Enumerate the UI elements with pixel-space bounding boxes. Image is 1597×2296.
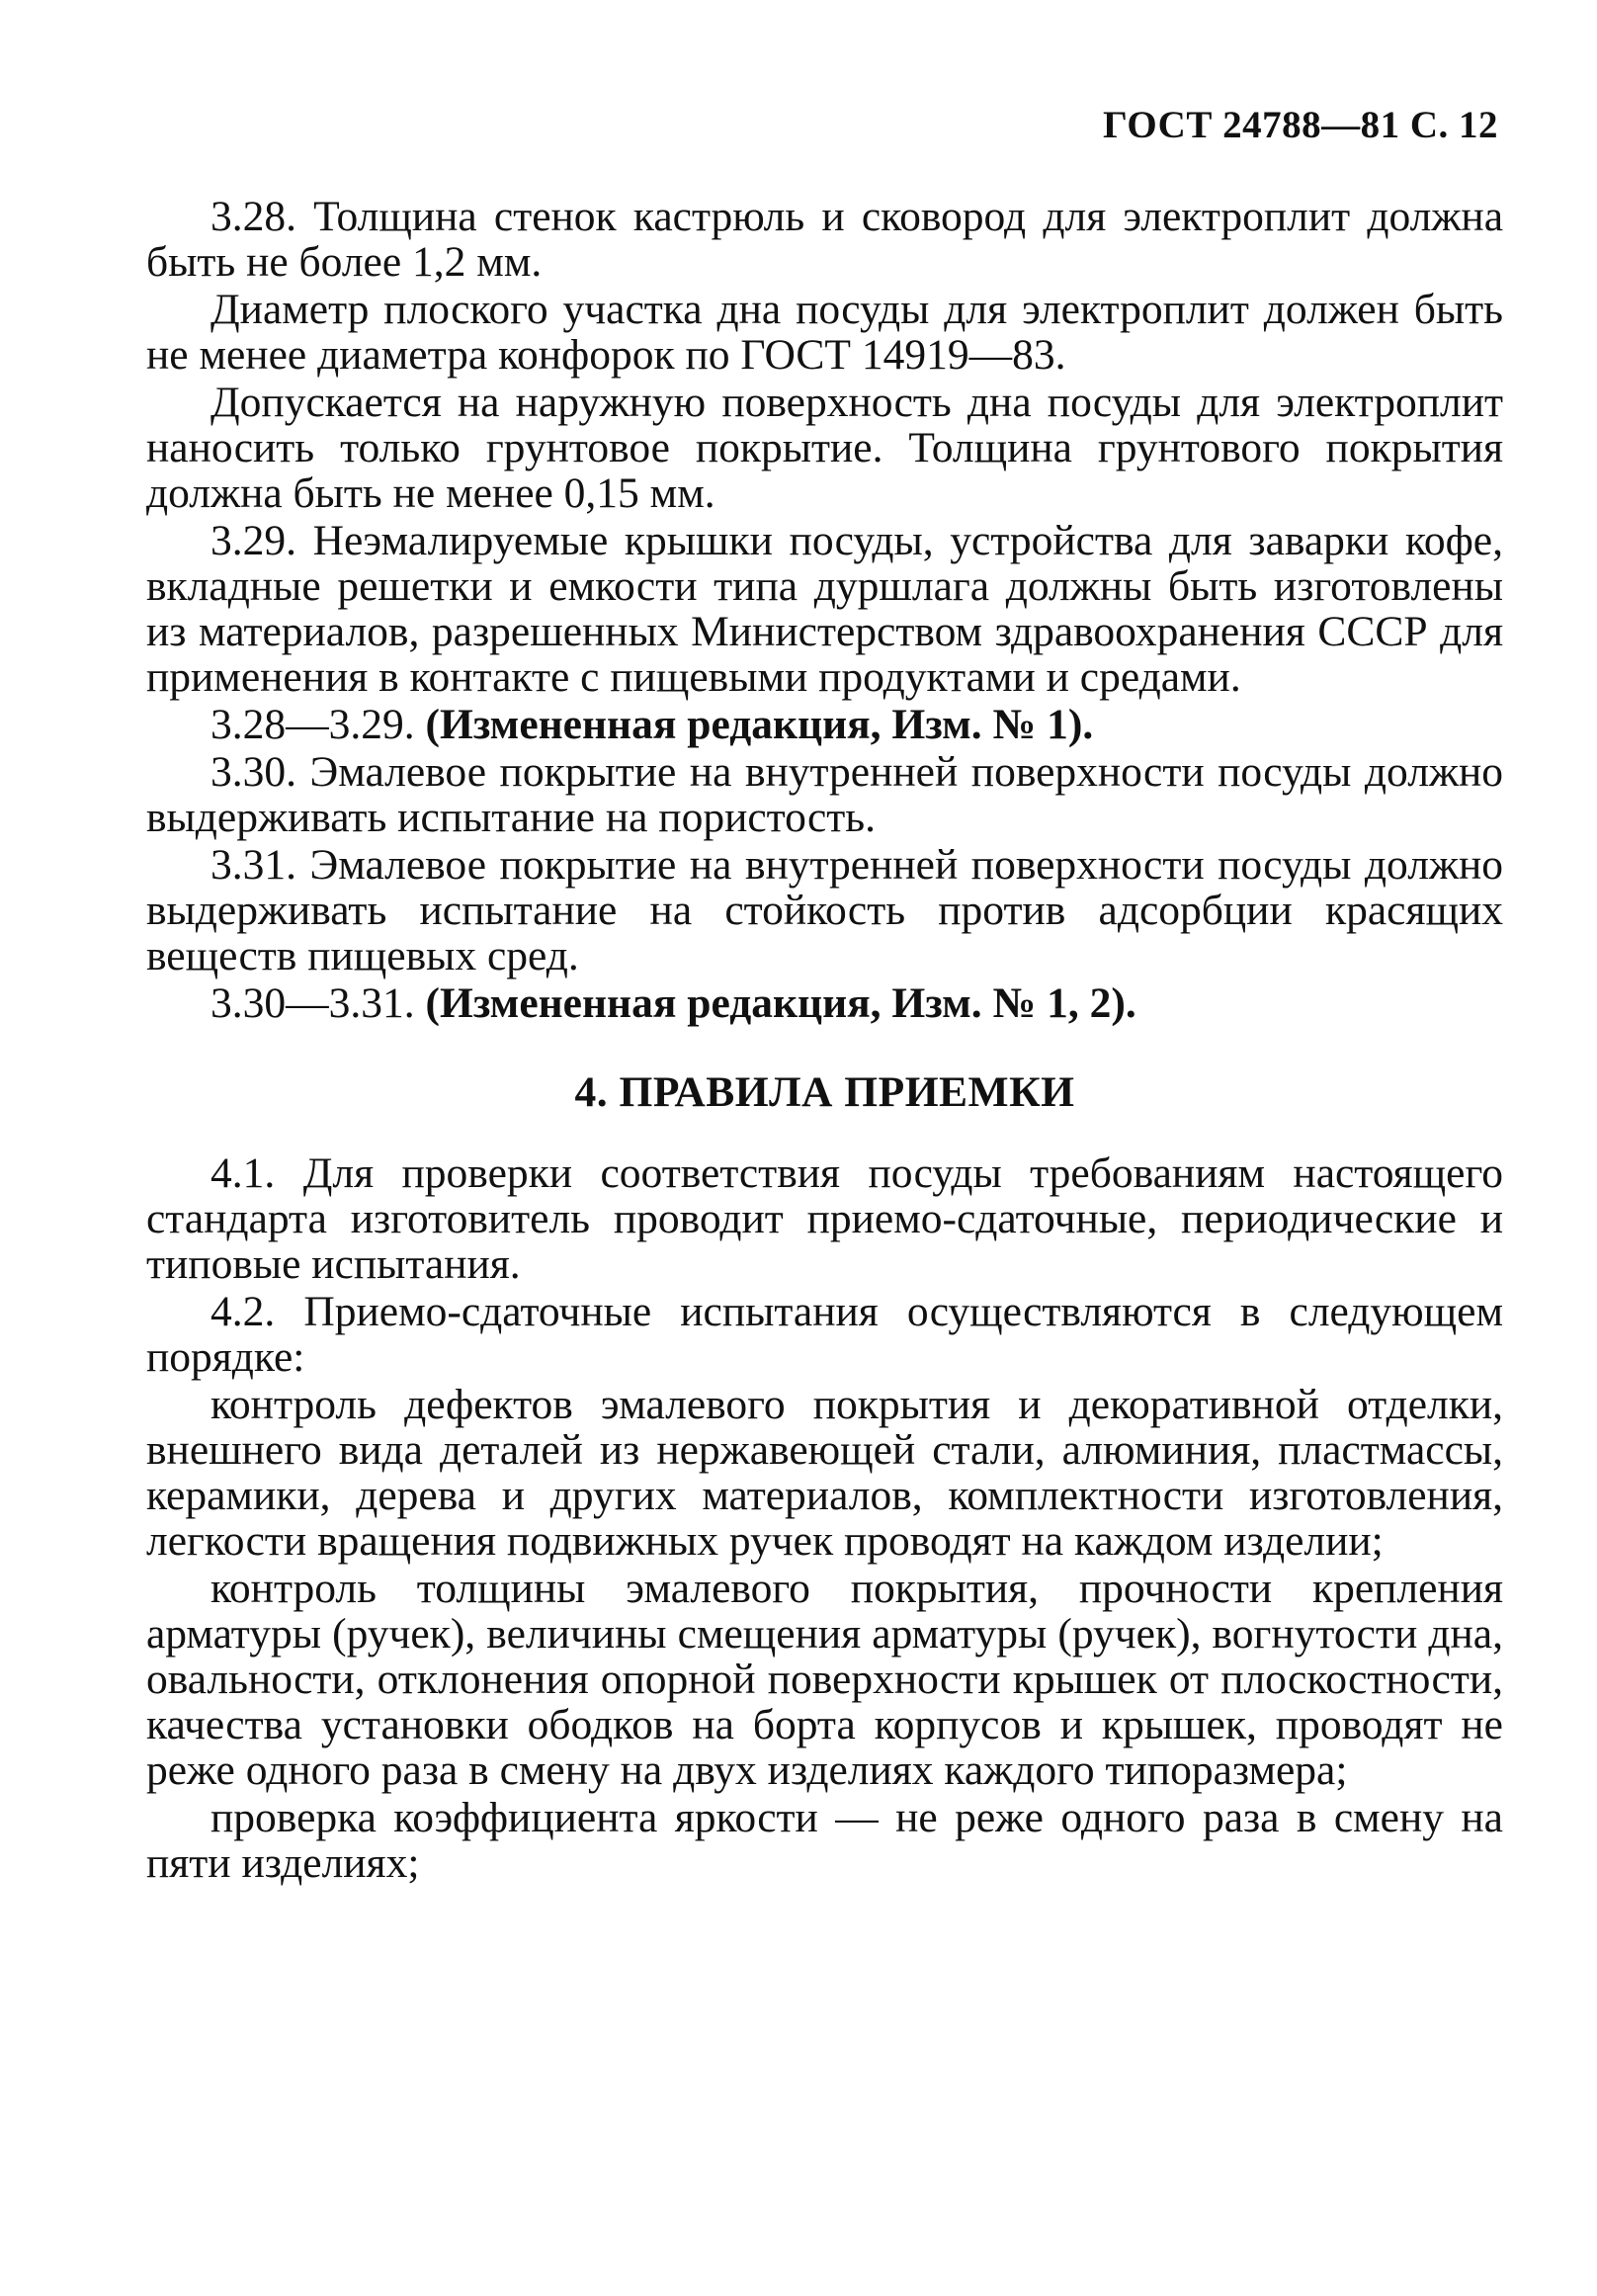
amendment-note-2-text: (Измененная редакция, Изм. № 1, 2). xyxy=(425,979,1136,1027)
paragraph-3-28: 3.28. Толщина стенок кастрюль и сковород для электроплит должна быть не более 1,2 мм. xyxy=(146,193,1503,286)
paragraph-brightness-check: проверка коэффициента яркости — не реже одного раза в смену на пяти изделиях; xyxy=(146,1794,1503,1887)
amendment-note-1 xyxy=(146,702,1503,747)
paragraph-3-31: 3.31. Эмалевое покрытие на внутренней поверхности посуды должно выдерживать испытание на стойкость против адсорбции красящих веществ пищевых сред. xyxy=(146,841,1503,979)
document-body xyxy=(146,194,1503,1888)
amendment-note-1-text: (Измененная редакция, Изм. № 1). xyxy=(425,701,1094,748)
amendment-note-2 xyxy=(146,980,1503,1026)
page-header: ГОСТ 24788—81 С. 12 xyxy=(1103,104,1498,146)
paragraph-plate-diameter: Диаметр плоского участка дна посуды для электроплит должен быть не менее диаметра конфорок по ГОСТ 14919—83. xyxy=(146,286,1503,379)
paragraph-4-2: 4.2. Приемо-сдаточные испытания осуществляются в следующем порядке: xyxy=(146,1288,1503,1381)
paragraph-thickness-control: контроль толщины эмалевого покрытия, прочности крепления арматуры (ручек), величины смещения арматуры (ручек), вогнутости дна, овальности, отклонения опорной поверхности крышек от плоскостности, качества установки ободков на борта корпусов и крышек, проводят не реже одного раза в смену на двух изделиях каждого типоразмера; xyxy=(146,1565,1503,1794)
amendment-note-2-number: 3.30—3.31. xyxy=(210,979,415,1027)
paragraph-4-1: 4.1. Для проверки соответствия посуды требованиям настоящего стандарта изготовитель проводит приемо-сдаточные, периодические и типовые испытания. xyxy=(146,1149,1503,1288)
paragraph-3-29: 3.29. Неэмалируемые крышки посуды, устройства для заварки кофе, вкладные решетки и емкости типа дуршлага должны быть изготовлены из материалов, разрешенных Министерством здравоохранения СССР для применения в контакте с пищевыми продуктами и средами. xyxy=(146,517,1503,701)
amendment-note-1-number: 3.28—3.29. xyxy=(210,701,415,748)
paragraph-enamel-defects-control: контроль дефектов эмалевого покрытия и декоративной отделки, внешнего вида деталей из нержавеющей стали, алюминия, пластмассы, керамики, дерева и других материалов, комплектности изготовления, легкости вращения подвижных ручек проводят на каждом изделии; xyxy=(146,1381,1503,1565)
paragraph-primer-coating: Допускается на наружную поверхность дна посуды для электроплит наносить только грунтовое покрытие. Толщина грунтового покрытия должна быть не менее 0,15 мм. xyxy=(146,379,1503,517)
paragraph-3-30: 3.30. Эмалевое покрытие на внутренней поверхности посуды должно выдерживать испытание на пористость. xyxy=(146,748,1503,841)
section-title: 4. ПРАВИЛА ПРИЕМКИ xyxy=(574,1068,1075,1116)
